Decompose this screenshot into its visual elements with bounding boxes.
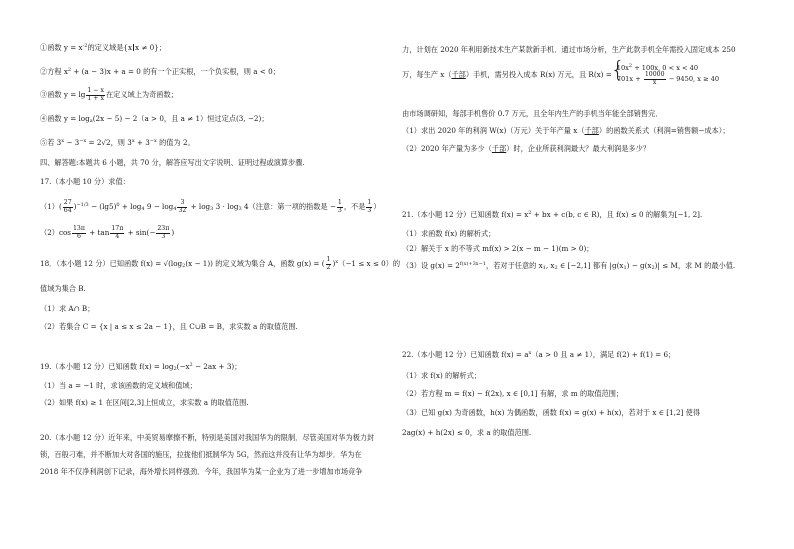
q20-part2: （2）2020 年产量为多少（千部）时，企业所获利润最大？最大利润是多少？ — [402, 144, 650, 153]
q18-part1: （1）求 A∩ B； — [40, 304, 95, 313]
q20-line1: 20.（本小题 12 分）近年来，中美贸易摩擦不断，特别是美国对我国华为的限制．尽管美国对华为极力封 — [40, 433, 375, 442]
q20-cont-line3: 由市场调研知，每部手机售价 0.7 万元，且全年内生产的手机当年能全部销售完． — [402, 109, 663, 118]
q17-part1: （1）( $\frac{27}{64}$ )$^{-1/3} - (\lg 5)^0 + \log_4 9 - \log_4$ $\frac{3}{32}$ + $\log_3 3 \cdot \log_3 4$（注意：第一项的指数是 − $\frac{1}{3}$ ，不是 $\frac{1}{3}$ ） — [40, 199, 381, 214]
q22-line1: 22.（本小题 12 分）已知函数 $f(x) = a^x(a > 0$ 且 a ≠ 1），满足 f(2) + f(1) = 6； — [402, 350, 676, 359]
q22-part3: （3）已知 g(x) 为奇函数，h(x) 为偶函数，函数 f(x) = g(x) + h(x)，若对于 x ∈ [1,2] 使得 — [402, 408, 701, 417]
q18-line2: 值域为集合 B. — [40, 284, 86, 293]
q18-line1: 18．（本小题 12 分）已知函数 $f(x) = √(\log_2(x - 1))$ 的定义域为集合 A，函数 g(x) = ( $\frac{1}{2}$ )$^x$（−1 ≤ x ≤ 0）的 — [40, 256, 401, 271]
q17-part2: （2）cos $\frac{13\pi}{6}$ + tan $\frac{17\pi}{4}$ + sin(− $\frac{23\pi}{3}$ ) — [40, 225, 175, 240]
item-5: ⑤若 $3^x - 3^{-x} = 2√2$，则 $3^x + 3^{-x}$ 的值为 2。 — [40, 138, 195, 147]
q20-cost-function: 万，每生产 x（千部）手机，需另投入成本 R(x) 万元，且 R(x) = { $10x^2 + 100x$, 0 < x < 40 701x + $\frac{10000}{x}$ − 9450, x ≥ 40 — [402, 64, 719, 86]
q19-line1: 19.（本小题 12 分）已知函数 $f(x) = \log_2(-x^2 - 2ax + 3)$； — [40, 362, 242, 372]
q19-part2: （2）如果 f(x) ≥ 1 在区间[2,3]上恒成立，求实数 a 的取值范围. — [40, 398, 249, 407]
q22-part1: （1）求 f(x) 的解析式； — [402, 371, 481, 380]
q21-part1: （1）求函数 f(x) 的解析式； — [402, 229, 496, 238]
piecewise-brace: { $10x^2 + 100x$, 0 < x < 40 701x + $\frac{10000}{x}$ − 9450, x ≥ 40 — [612, 64, 719, 86]
section-title: 四、解答题:本题共 6 小题，共 70 分，解答应写出文字说明、证明过程或演算步骤. — [40, 158, 305, 167]
q20-cont-line1: 力，计划在 2020 年利用新技术生产某款新手机．通过市场分析，生产此款手机全年需投入固定成本 250 — [402, 45, 736, 54]
item-2: ②方程 $x^2 + (a - 3)x + a = 0$ 的有一个正实根，一个负实根，则 a < 0； — [40, 67, 280, 76]
item-4: ④函数 $y = \log_a(2x - 5) - 2(a > 0$，且 a ≠ 1）恒过定点(3, −2)； — [40, 114, 269, 124]
q21-line1: 21.（本小题 12 分）已知函数 $f(x) = x^2$ + bx + c(b, c ∈ R)，且 f(x) ≤ 0 的解集为[−1, 2]. — [402, 210, 703, 219]
q17-title: 17.（本小题 10 分）求值： — [40, 177, 130, 186]
q20-line3: 2018 年不仅净利润创下记录，海外增长同样强劲．今年，我国华为某一企业为了进一步增加市场竞争 — [40, 467, 363, 476]
q21-part3: （3）设 $g(x) = 2^{f(x)+3x-1}$，若对于任意的 $x_1$, $x_2$ ∈ [−2,1] 都有 $|g(x_1) - g(x_2)| \le M$，求 M 的最小值. — [402, 261, 736, 271]
q18-part2: （2）若集合 C = {x | a ≤ x ≤ 2a − 1}，且 C∪B = B，求实数 a 的取值范围. — [40, 322, 298, 331]
q22-part2: （2）若方程 m = f(x) − f(2x), x ∈ [0,1] 有解，求 m 的取值范围； — [402, 389, 624, 398]
fraction: $\frac{1 - x}{1 + x}$ — [87, 87, 104, 102]
q20-line2: 锁，百般刁难，并不断加大对各国的施压，拉拢他们抵制华为 5G，然而这并没有让华为却步．华为在 — [40, 450, 362, 459]
item-3: ③函数 y = lg $\frac{1 - x}{1 + x}$ 在定义域上为奇函数； — [40, 87, 178, 102]
q19-part1: （1）当 a = −1 时，求该函数的定义域和值域； — [40, 381, 197, 390]
q22-part3-cont: 2ag(x) + h(2x) ≤ 0，求 a 的取值范围. — [402, 428, 532, 437]
item-1: ①函数 $y = x^{-2}$的定义域是{x x ≠ 0}； — [40, 43, 166, 52]
q21-part2: （2）解关于 x 的不等式 mf(x) > 2(x − m − 1)(m > 0)； — [402, 244, 594, 253]
q20-part1: （1）求出 2020 年的利润 W(x)（万元）关于年产量 x（千部）的函数关系式（利润=销售额−成本）； — [402, 126, 730, 135]
